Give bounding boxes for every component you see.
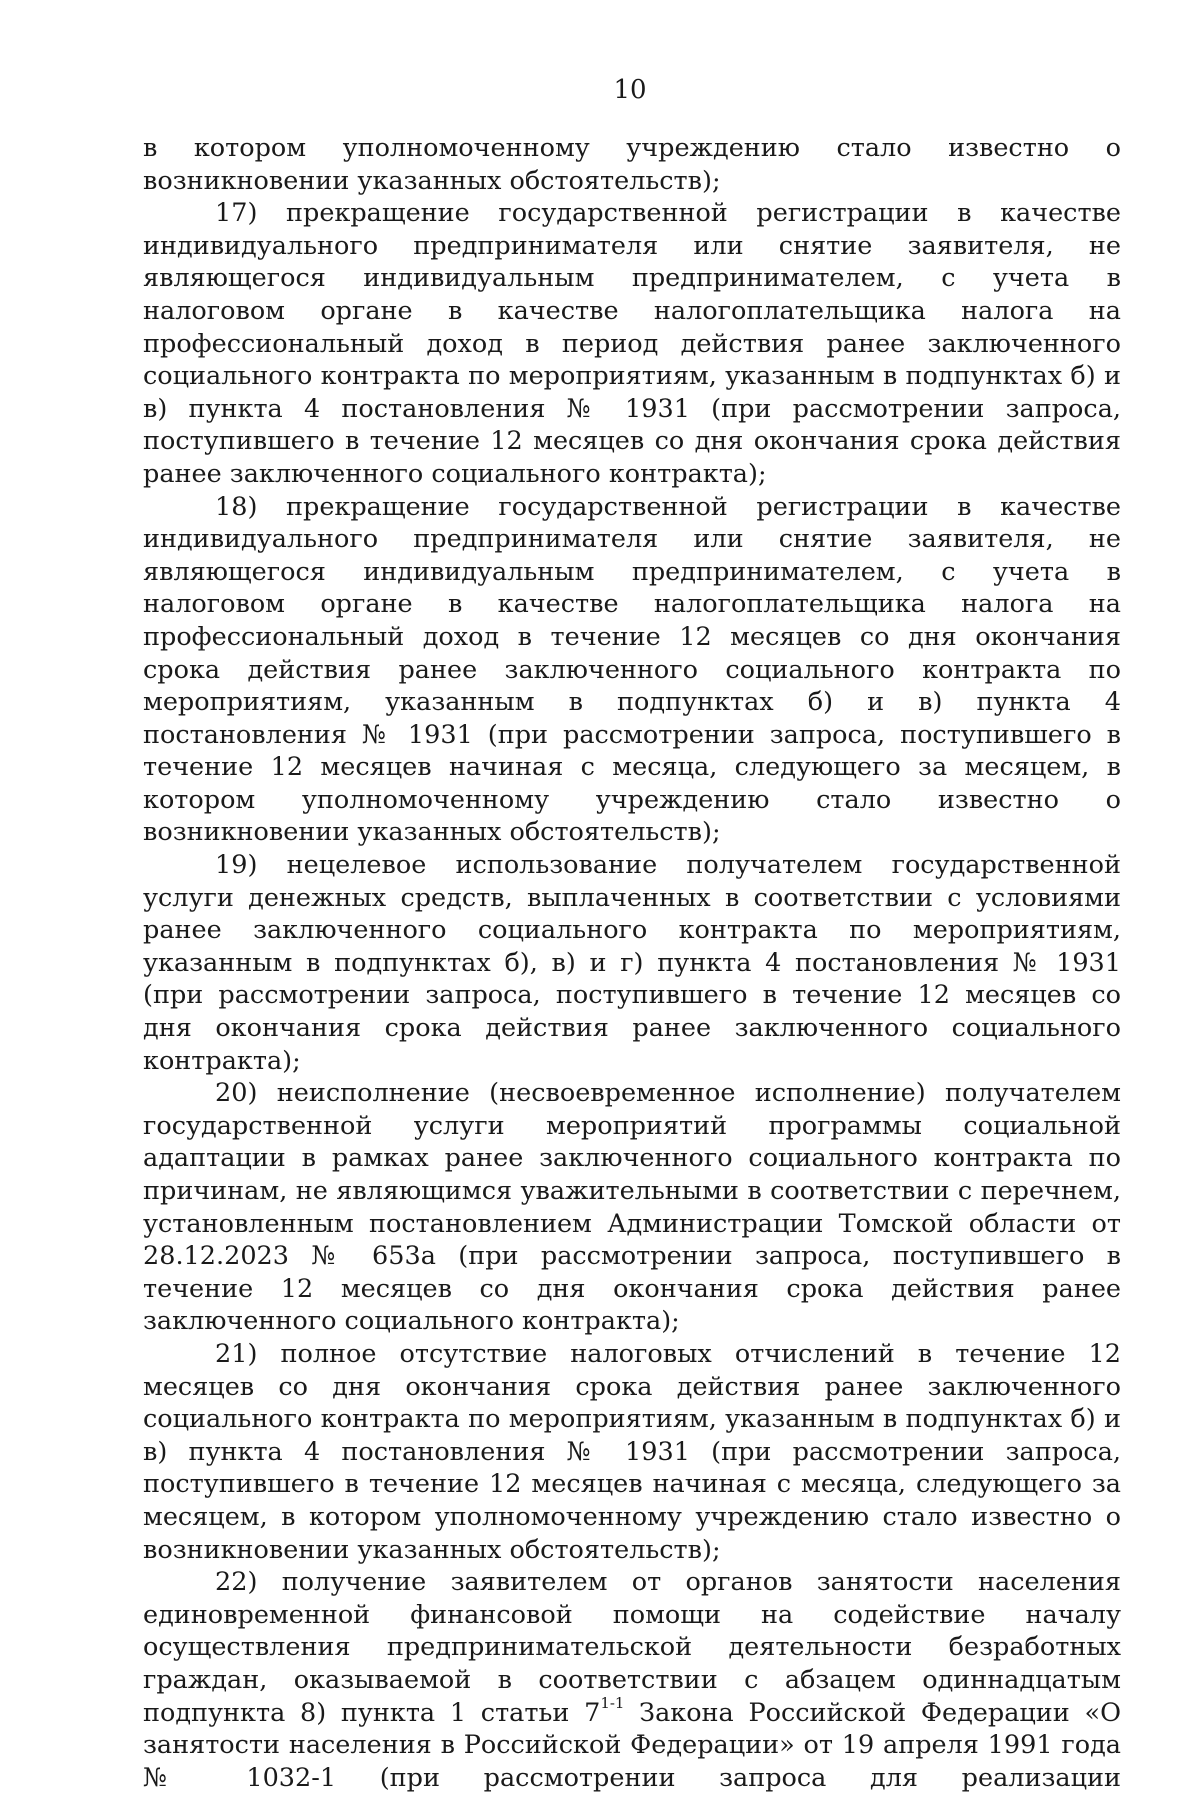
list-item-21: 21) полное отсутствие налоговых отчислений в течение 12 месяцев со дня окончания срока действия ранее заключенного социального контракта по мероприятиям, указанным в подпунктах б) и в) пункта 4 постановления № 1931 (при рассмотрении запроса, поступившего в течение 12 месяцев начиная с месяца, следующего за месяцем, в котором уполномоченному учреждению стало известно о возникновении указанных обстоятельств); [143, 1338, 1121, 1565]
list-item-22-text-start: 22) получение заявителем от органов занятости населения единовременной финансовой помощи на содействие началу осуществления предпринимательской деятельности безработных граждан, оказываемой в соответствии с абзацем одиннадцатым подпункта 8) пункта 1 статьи 7 [143, 1567, 1121, 1728]
list-item-20: 20) неисполнение (несвоевременное исполнение) получателем государственной услуги мероприятий программы социальной адаптации в рамках ранее заключенного социального контракта по причинам, не являющимся уважительными в соответствии с перечнем, установленным постановлением Администрации Томской области от 28.12.2023 № 653а (при рассмотрении запроса, поступившего в течение 12 месяцев со дня окончания срока действия ранее заключенного социального контракта); [143, 1078, 1121, 1337]
list-item-17: 17) прекращение государственной регистрации в качестве индивидуального предпринимателя или снятие заявителя, не являющегося индивидуальным предпринимателем, с учета в налоговом органе в качестве налогоплательщика налога на профессиональный доход в период действия ранее заключенного социального контракта по мероприятиям, указанным в подпунктах б) и в) пункта 4 постановления № 1931 (при рассмотрении запроса, поступившего в течение 12 месяцев со дня окончания срока действия ранее заключенного социального контракта); [143, 198, 1121, 489]
list-item-22 [143, 1566, 1121, 1794]
paragraph-continuation: в котором уполномоченному учреждению стало известно о возникновении указанных обстоятельств); [143, 133, 1121, 196]
list-item-18: 18) прекращение государственной регистрации в качестве индивидуального предпринимателя или снятие заявителя, не являющегося индивидуальным предпринимателем, с учета в налоговом органе в качестве налогоплательщика налога на профессиональный доход в течение 12 месяцев со дня окончания срока действия ранее заключенного социального контракта по мероприятиям, указанным в подпунктах б) и в) пункта 4 постановления № 1931 (при рассмотрении запроса, поступившего в течение 12 месяцев начиная с месяца, следующего за месяцем, в котором уполномоченному учреждению стало известно о возникновении указанных обстоятельств); [143, 491, 1121, 848]
document-body [143, 132, 1121, 1794]
page-number: 10 [613, 75, 647, 105]
article-superscript: 1-1 [600, 1694, 625, 1712]
list-item-19: 19) нецелевое использование получателем государственной услуги денежных средств, выплаченных в соответствии с условиями ранее заключенного социального контракта по мероприятиям, указанным в подпунктах б), в) и г) пункта 4 постановления № 1931 (при рассмотрении запроса, поступившего в течение 12 месяцев со дня окончания срока действия ранее заключенного социального контракта); [143, 850, 1121, 1076]
list-item-22-text-end: Закона Российской Федерации «О занятости населения в Российской Федерации» от 19 апреля 1991 года № 1032-1 (при рассмотрении запроса для реализации [143, 1697, 1122, 1793]
